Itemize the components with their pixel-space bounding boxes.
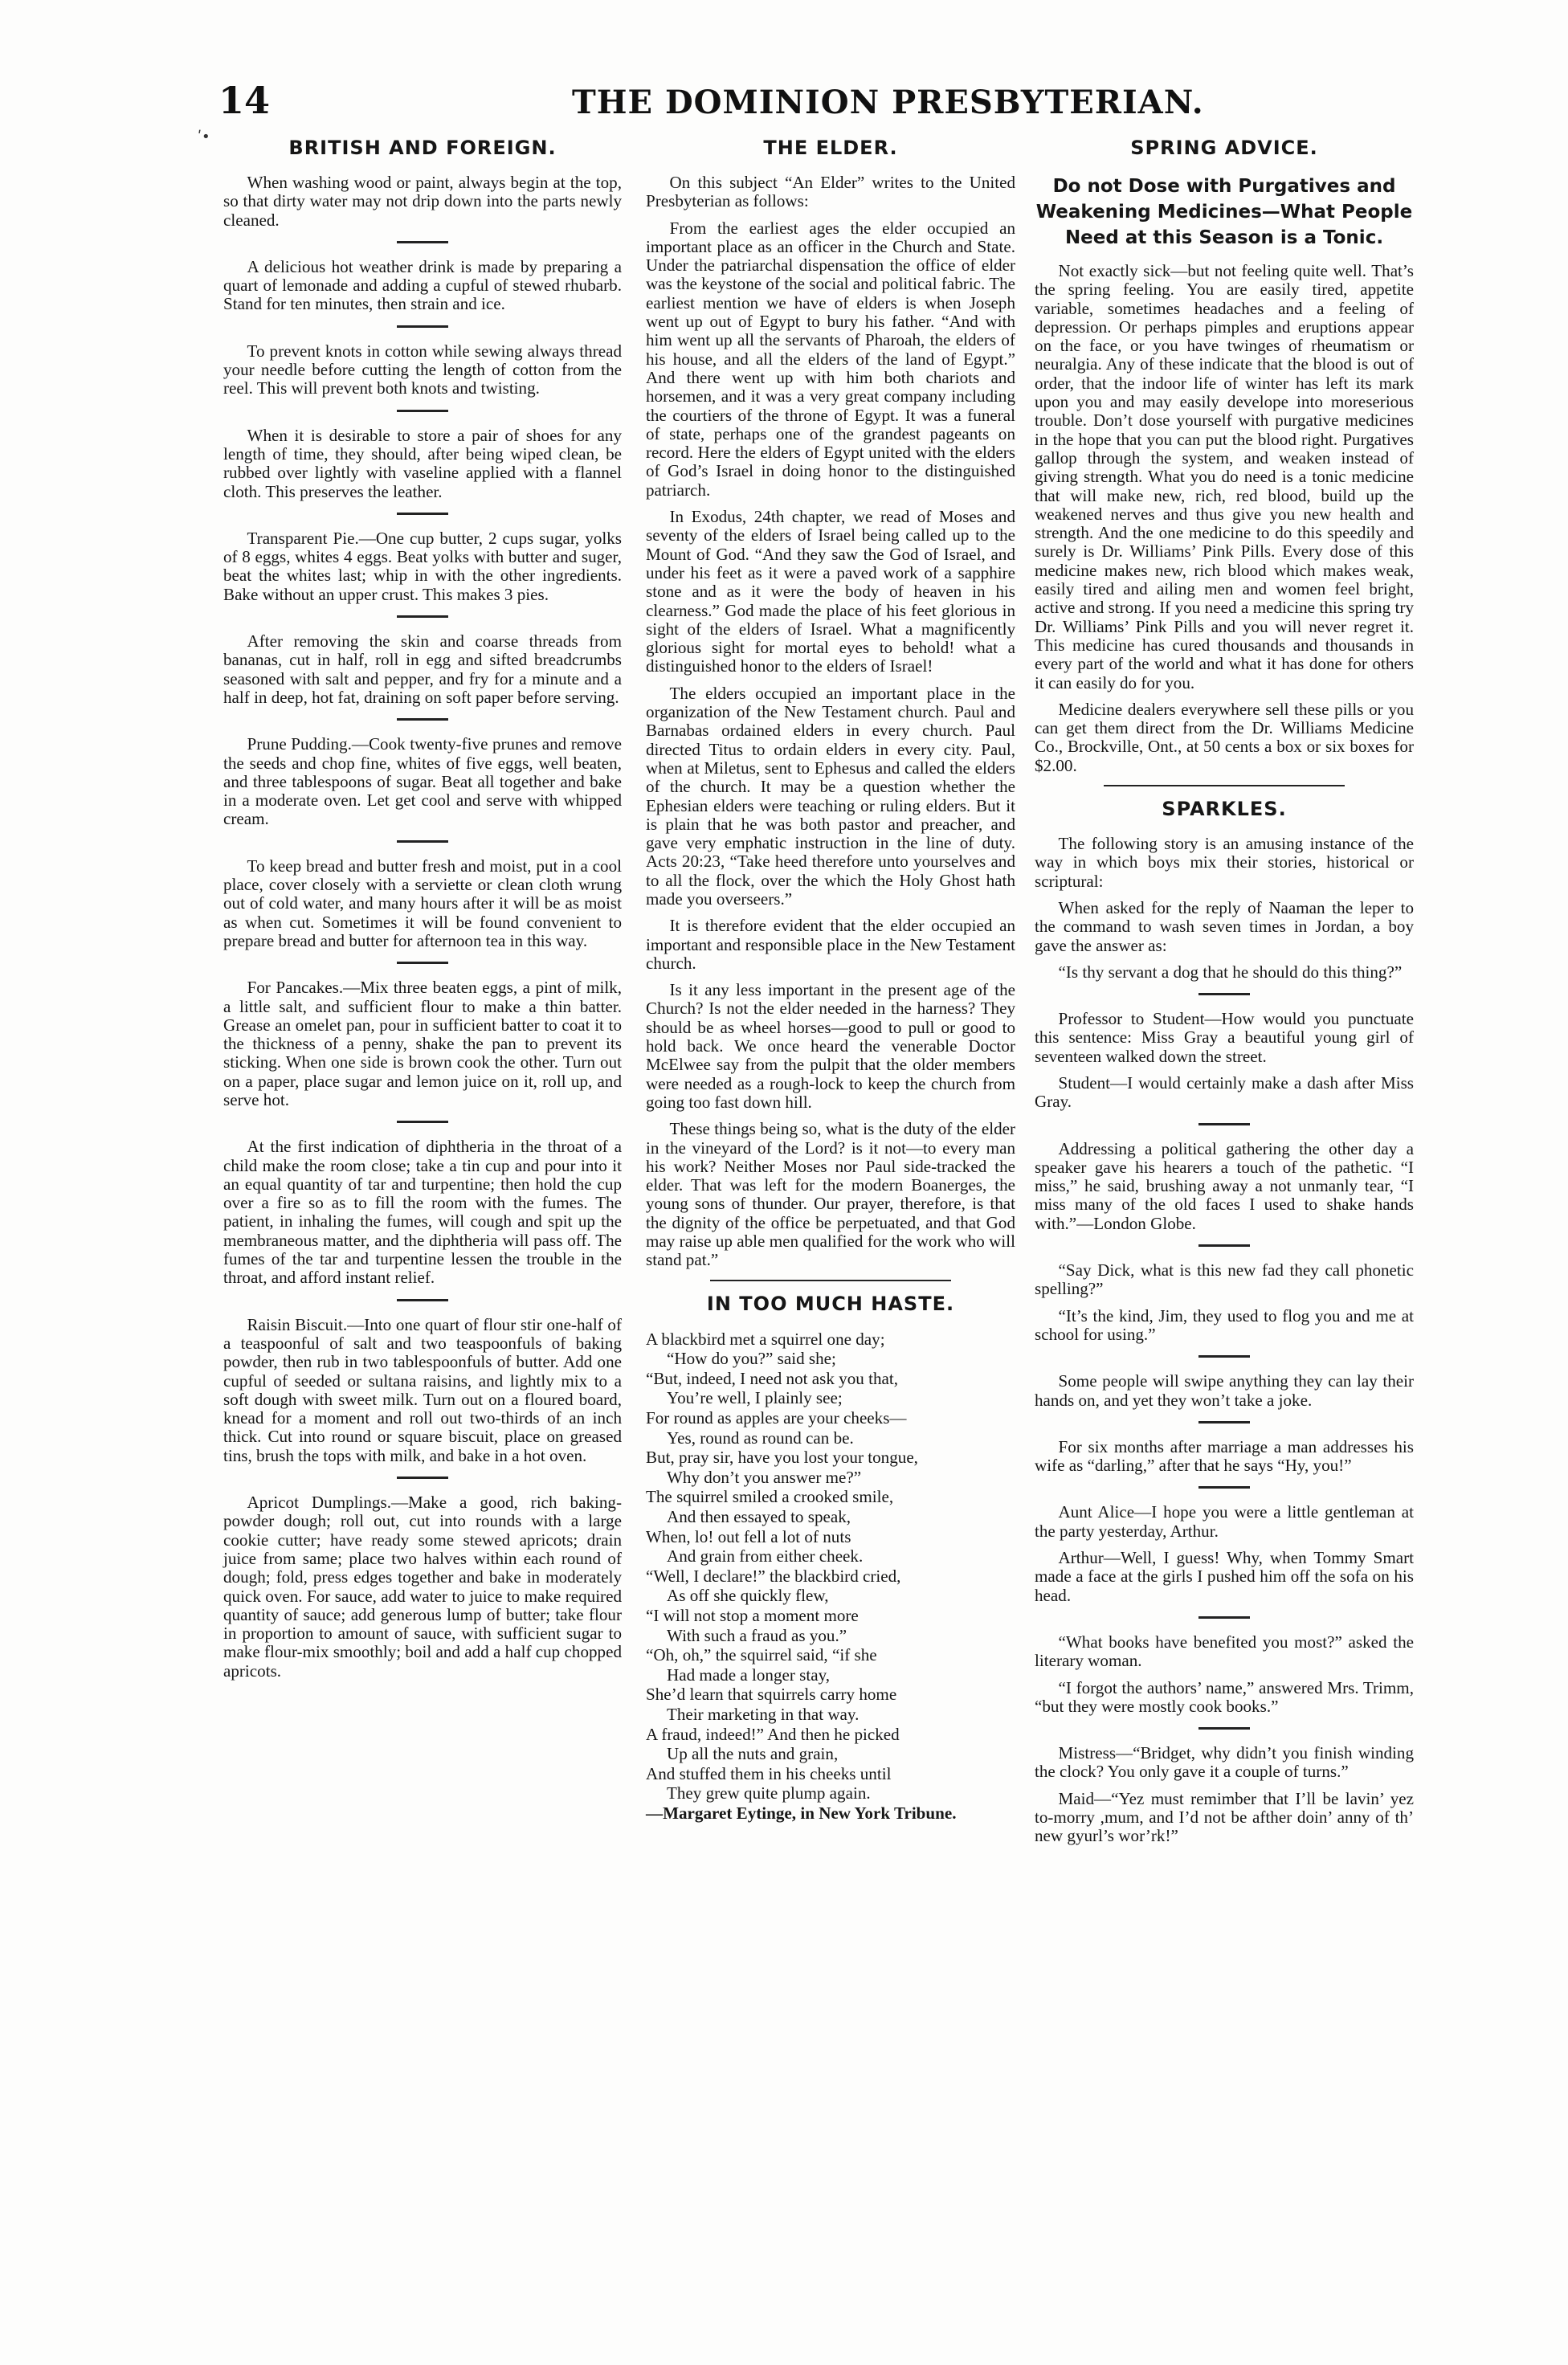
paragraph: Apricot Dumplings.—Make a good, rich baking-powder dough; roll out, cut into rounds with a large cookie cutter; have ready some stewed apricots; drain juice from same; place two halves within each round of dough; fold, press edges together and bake in moderately quick oven. For sauce, add water to juice to make required quantity of sauce; add generous lump of butter; take flour in proportion to amount of sauce, with sufficient sugar to make flour-mix smoothly; boil and add a half cup chopped apricots.: [223, 1493, 622, 1681]
poem-line: “How do you?” said she;: [667, 1349, 836, 1369]
paragraph: “What books have benefited you most?” asked the literary woman.: [1035, 1632, 1414, 1671]
poem-line: When, lo! out fell a lot of nuts: [646, 1526, 851, 1546]
paragraph: From the earliest ages the elder occupied an important place as an officer in the Church and State. Under the patriarchal dispensation the office of elder was the keystone of the social and political fabric. The earliest mention we have of elders is when Joseph went up out of Egypt to bury his father. “And with him went up all the servants of Pharoah, the elders of his house, and all the elders of the land of Egypt.” And there went up with him both chariots and horsemen, and it was a very great company including the courtiers of the throne of Egypt. It was a funeral of state, perhaps one of the grandest pageants on record. Here the elders of Egypt united with the elders of God’s Israel in doing honor to the distinguished patriarch.: [646, 218, 1016, 500]
divider: [1198, 1244, 1250, 1247]
paragraph: Maid—“Yez must remimber that I’ll be lavin’ yez to-morry ,mum, and I’d not be afther doin’ anny of th’ new gyurl’s wor’rk!”: [1035, 1788, 1414, 1846]
paragraph: After removing the skin and coarse threads from bananas, cut in half, roll in egg and sifted breadcrumbs seasoned with salt and pepper, and fry for a minute and a half in deep, hot fat, draining on soft paper before serving.: [223, 631, 622, 707]
paragraph: Student—I would certainly make a dash after Miss Gray.: [1035, 1072, 1414, 1112]
paragraph: Transparent Pie.—One cup butter, 2 cups sugar, yolks of 8 eggs, whites 4 eggs. Beat yolks with butter and suger, beat the whites last; whip in with the other ingredients. Bake without an upper crust. This makes 3 pies.: [223, 528, 622, 604]
poem-line: As off she quickly flew,: [667, 1586, 829, 1606]
poem-line: The squirrel smiled a crooked smile,: [646, 1487, 894, 1507]
margin-mark: ʹ•: [198, 129, 210, 145]
paragraph: Medicine dealers everywhere sell these pills or you can get them direct from the Dr. Williams Medicine Co., Brockville, Ont., at 50 cents a box or six boxes for $2.00.: [1035, 699, 1414, 775]
divider: [397, 325, 448, 328]
paragraph: Some people will swipe anything they can lay their hands on, and yet they won’t take a joke.: [1035, 1371, 1414, 1410]
paragraph: Prune Pudding.—Cook twenty-five prunes and remove the seeds and chop fine, whites of five eggs, well beaten, and three tablespoons of sugar. Beat all together and bake in a moderate oven. Let get cool and serve with whipped cream.: [223, 734, 622, 829]
poem-line: Yes, round as round can be.: [667, 1428, 854, 1448]
divider: [397, 615, 448, 618]
paragraph: These things being so, what is the duty of the elder in the vineyard of the Lord? is it not—to every man his work? Neither Moses nor Paul side-tracked the elder. That was left for the modern Boanerges, the young sons of thunder. Our prayer, therefore, is that the dignity of the office be perpetuated, and that God may raise up able men qualified for the work who will stand pat.”: [646, 1119, 1015, 1270]
divider: [1104, 785, 1345, 786]
poem-line: A fraud, indeed!” And then he picked: [646, 1724, 900, 1744]
poem-line: “Well, I declare!” the blackbird cried,: [646, 1566, 901, 1586]
poem-line: For round as apples are your cheeks—: [646, 1408, 907, 1428]
divider: [397, 1299, 448, 1301]
paragraph: At the first indication of diphtheria in the throat of a child make the room close; take a tin cup and pour into it an equal quantity of tar and turpentine; then hold the cup over a fire so as to fill the room with the fumes. The patient, in inhaling the fumes, will cough and spit up the membraneous matter, and the diphtheria will pass off. The fumes of the tar and turpentine lessen the trouble in the throat, and afford instant relief.: [223, 1137, 622, 1288]
poem-attribution: —Margaret Eytinge, in New York Tribune.: [646, 1803, 957, 1823]
divider: [710, 1280, 951, 1281]
column-british-and-foreign: [223, 129, 622, 1689]
paragraph: “Is thy servant a dog that he should do this thing?”: [1058, 962, 1403, 982]
poem-line: And stuffed them in his cheeks until: [646, 1763, 892, 1783]
section-title: THE ELDER.: [763, 137, 898, 159]
divider: [1198, 1355, 1250, 1358]
poem-line: And then essayed to speak,: [667, 1506, 851, 1526]
section-title: SPRING ADVICE.: [1130, 137, 1318, 159]
paragraph: “It’s the kind, Jim, they used to flog you and me at school for using.”: [1035, 1305, 1414, 1344]
poem-line: She’d learn that squirrels carry home: [646, 1685, 897, 1705]
divider: [1198, 993, 1250, 995]
poem-line: “But, indeed, I need not ask you that,: [646, 1368, 898, 1388]
poem-title: IN TOO MUCH HASTE.: [706, 1292, 955, 1315]
paragraph: Professor to Student—How would you punctuate this sentence: Miss Gray a beautiful young girl of seventeen walked down the street.: [1035, 1009, 1414, 1066]
divider: [1198, 1486, 1250, 1489]
divider: [397, 718, 448, 721]
paragraph: In Exodus, 24th chapter, we read of Moses and seventy of the elders of Israel being called up to the Mount of God. “And they saw the God of Israel, and under his feet as it were a paved work of a sapphire stone and as it were the body of heaven in his clearness.” God made the place of his feet glorious in sight of the elders of Israel. What a magnificently glorious sight for mortal eyes to behold! what a distinguished honor to the elders of Israel!: [646, 507, 1015, 676]
poem-line: Why don’t you answer me?”: [667, 1467, 862, 1487]
divider: [1198, 1616, 1250, 1619]
paragraph: Raisin Biscuit.—Into one quart of flour stir one-half of a teaspoonful of salt and two teaspoonfuls of baking powder, then rub in two tablespoonfuls of butter. Add one cupful of seeded or sultana raisins, and lightly mix to a soft dough with sweet milk. Turn out on a floured board, knead for a moment and roll out two-thirds of an inch thick. Cut into round or square biscuit, place on greased tins, brush the tops with milk, and bake in a hot oven.: [223, 1314, 622, 1465]
paragraph: On this subject “An Elder” writes to the United Presbyterian as follows:: [646, 173, 1015, 211]
divider: [1198, 1123, 1250, 1125]
paragraph: To prevent knots in cotton while sewing always thread your needle before cutting the length of cotton from the reel. This will prevent both knots and twisting.: [223, 341, 622, 398]
divider: [397, 1477, 448, 1479]
divider: [397, 241, 448, 243]
paragraph: Mistress—“Bridget, why didn’t you finish winding the clock? You only gave it a couple of turns.”: [1035, 1743, 1414, 1782]
poem-line: They grew quite plump again.: [667, 1783, 871, 1803]
paragraph: It is therefore evident that the elder occupied an important and responsible place in the New Testament church.: [646, 916, 1015, 973]
divider: [397, 962, 448, 964]
paragraph: The elders occupied an important place in the organization of the New Testament church. Paul and Barnabas ordained elders in every church. Paul directed Titus to ordain elders in every city. Paul, when at Miletus, sent to Ephesus and called the elders of the church. It may be a question whether the Ephesian elders were teaching or ruling elders. But it is plain that he was both pastor and preacher, and gave very emphatic instruction in the line of duty. Acts 20:23, “Take heed therefore unto yourselves and to all the flock, over the which the Holy Ghost hath made you overseers.”: [646, 683, 1015, 909]
divider: [397, 513, 448, 515]
paragraph: To keep bread and butter fresh and moist, put in a cool place, cover closely with a serviette or clean cloth wrung out of cold water, and many hours after it will be as moist as when cut. Sometimes it will be found convenient to prepare bread and butter for afternoon tea in this way.: [223, 856, 622, 950]
poem-line: Their marketing in that way.: [667, 1704, 860, 1724]
paragraph: When washing wood or paint, always begin at the top, so that dirty water may not drip down into the parts newly cleaned.: [223, 173, 622, 230]
paragraph: “I forgot the authors’ name,” answered Mrs. Trimm, “but they were mostly cook books.”: [1035, 1677, 1414, 1716]
page-number: 14: [218, 79, 271, 122]
paragraph: When asked for the reply of Naaman the leper to the command to wash seven times in Jordan, a boy gave the answer as:: [1035, 897, 1414, 955]
paragraph: “Say Dick, what is this new fad they call phonetic spelling?”: [1035, 1260, 1414, 1299]
column-spring-advice: [1035, 129, 1414, 1854]
divider: [1198, 1727, 1250, 1730]
section-title: BRITISH AND FOREIGN.: [288, 137, 557, 159]
poem-line: You’re well, I plainly see;: [667, 1388, 843, 1408]
divider: [397, 1121, 448, 1123]
divider: [1198, 1421, 1250, 1423]
paragraph: Addressing a political gathering the other day a speaker gave his hearers a touch of the pathetic. “I miss,” he said, brushing away a not unmanly tear, “I miss many of the old faces I used to shake hands with.”—London Globe.: [1035, 1138, 1414, 1233]
paragraph: For six months after marriage a man addresses his wife as “darling,” after that he says “Hy, you!”: [1035, 1436, 1414, 1476]
divider: [397, 840, 448, 843]
poem-line: “Oh, oh,” the squirrel said, “if she: [646, 1645, 877, 1665]
paragraph: Arthur—Well, I guess! Why, when Tommy Smart made a face at the girls I pushed him off the sofa on his head.: [1035, 1548, 1414, 1605]
poem: [646, 1330, 1015, 1824]
paragraph: Aunt Alice—I hope you were a little gentleman at the party yesterday, Arthur.: [1035, 1502, 1414, 1541]
column-the-elder: [646, 129, 1015, 1823]
poem-line: “I will not stop a moment more: [646, 1605, 859, 1625]
poem-line: With such a fraud as you.”: [667, 1625, 847, 1645]
paragraph: For Pancakes.—Mix three beaten eggs, a pint of milk, a little salt, and sufficient flour to make a thin batter. Grease an omelet pan, pour in sufficient batter to coat it to the thickness of a penny, shake the pan to prevent its sticking. When one side is brown cook the other. Turn out on a paper, place sugar and lemon juice on it, roll up, and serve hot.: [223, 978, 622, 1109]
poem-line: And grain from either cheek.: [667, 1546, 864, 1566]
poem-line: Had made a longer stay,: [667, 1664, 831, 1685]
sparkles-title: SPARKLES.: [1162, 798, 1287, 821]
paragraph: Not exactly sick—but not feeling quite well. That’s the spring feeling. You are easily tired, appetite variable, sometimes headaches and a feeling of depression. Or perhaps pimples and eruptions appear on the face, or you have twinges of rheumatism or neuralgia. Any of these indicate that the blood is out of order, that the indoor life of winter has left its mark upon you and may easily develope into moreserious trouble. Don’t dose yourself with purgative medicines in the hope that you can put the blood right. Purgatives gallop through the system, and weaken instead of giving strength. What you do need is a tonic medicine that will make new, rich, red blood, build up the weakened nerves and thus give you new health and strength. And the one medicine to do this speedily and surely is Dr. Williams’ Pink Pills. Every dose of this medicine makes new, rich blood which makes weak, easily tired and ailing men and women feel bright, active and strong. If you need a medicine this spring try Dr. Williams’ Pink Pills and you will never regret it. This medicine has cured thousands and thousands in every part of the world and what it has done for others it can easily do for you.: [1035, 261, 1414, 692]
paragraph: Is it any less important in the present age of the Church? Is not the elder needed in the harness? They should be as wheel horses—good to pull or good to hold back. We once heard the venerable Doctor McElwee say from the pulpit that the older members were needed as a rough-lock to keep the church from going too fast down hill.: [646, 980, 1015, 1112]
section-subhead: Do not Dose with Purgatives and Weakening Medicines—What People Need at this Season is a Tonic.: [1035, 176, 1413, 248]
divider: [397, 410, 448, 412]
poem-line: A blackbird met a squirrel one day;: [646, 1329, 885, 1349]
poem-line: Up all the nuts and grain,: [667, 1744, 839, 1764]
paragraph: A delicious hot weather drink is made by preparing a quart of lemonade and adding a cupful of stewed rhubarb. Stand for ten minutes, then strain and ice.: [223, 256, 622, 314]
masthead-title: THE DOMINION PRESBYTERIAN.: [572, 84, 1204, 121]
paragraph: The following story is an amusing instance of the way in which boys mix their stories, historical or scriptural:: [1035, 834, 1414, 891]
paragraph: When it is desirable to store a pair of shoes for any length of time, they should, after being wiped clean, be rubbed over lightly with vaseline applied with a flannel cloth. This preserves the leather.: [223, 425, 622, 501]
poem-line: But, pray sir, have you lost your tongue,: [646, 1448, 918, 1468]
